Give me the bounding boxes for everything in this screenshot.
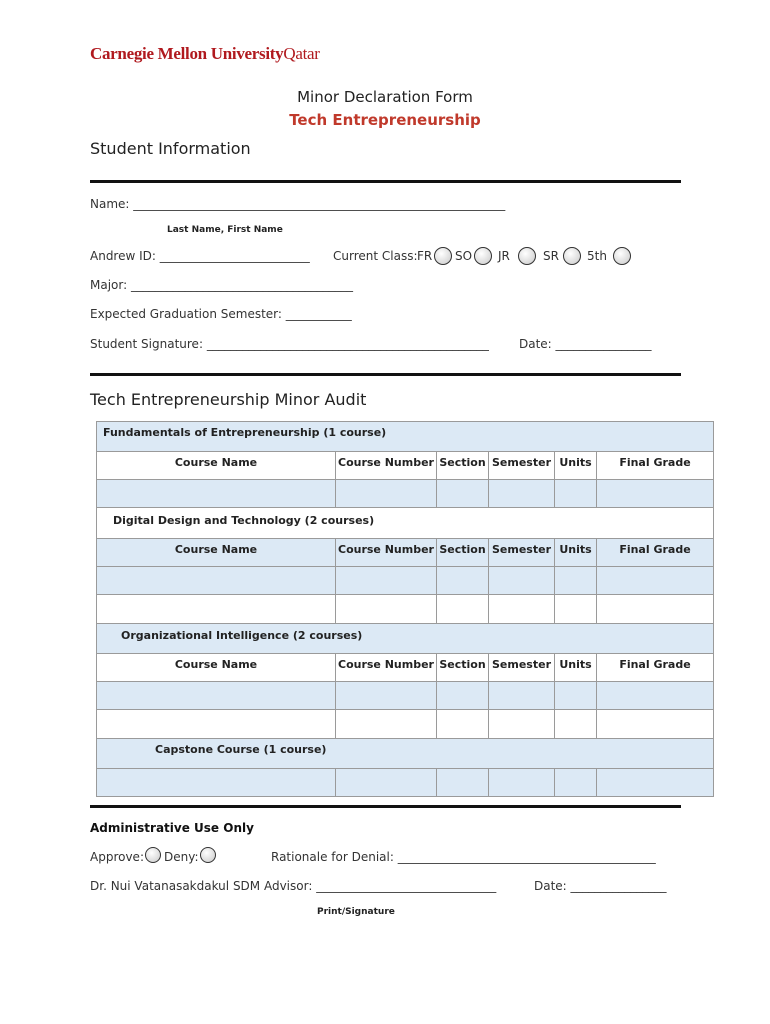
input-cell[interactable] (596, 768, 714, 797)
andrew-id-label: Andrew ID: (90, 249, 160, 263)
signature-row (90, 337, 489, 351)
input-cell[interactable] (554, 768, 597, 797)
name-row (90, 197, 505, 211)
input-cell[interactable] (335, 709, 437, 739)
col-final-grade: Final Grade (596, 653, 714, 682)
input-cell[interactable] (596, 709, 714, 739)
input-cell[interactable] (554, 479, 597, 508)
input-cell[interactable] (554, 681, 597, 710)
student-date-row (519, 337, 652, 351)
name-field[interactable]: ______________________________________________________________ (133, 197, 506, 211)
input-cell[interactable] (96, 681, 336, 710)
col-section: Section (436, 653, 489, 682)
col-course-number: Course Number (335, 653, 437, 682)
input-cell[interactable] (335, 681, 437, 710)
admin-heading: Administrative Use Only (90, 821, 254, 835)
class-option-5th-radio[interactable] (613, 247, 631, 265)
col-semester: Semester (488, 451, 555, 480)
admin-date-row (534, 879, 667, 893)
admin-date-label: Date: (534, 879, 571, 893)
input-cell[interactable] (96, 566, 336, 595)
andrew-id-field[interactable]: _________________________ (159, 249, 310, 263)
section-divider (90, 805, 681, 808)
university-logo (90, 44, 320, 64)
logo-text: Carnegie Mellon University (90, 44, 284, 63)
current-class-label: Current Class: (333, 249, 418, 263)
input-cell[interactable] (554, 709, 597, 739)
col-units: Units (554, 653, 597, 682)
logo-suffix: Qatar (283, 44, 320, 63)
input-cell[interactable] (436, 479, 489, 508)
input-cell[interactable] (596, 479, 714, 508)
input-cell[interactable] (488, 479, 555, 508)
input-cell[interactable] (335, 768, 437, 797)
input-cell[interactable] (554, 594, 597, 624)
student-date-label: Date: (519, 337, 556, 351)
rationale-row (271, 850, 656, 864)
col-course-name: Course Name (96, 538, 336, 567)
input-cell[interactable] (96, 594, 336, 624)
name-label: Name: (90, 197, 134, 211)
input-cell[interactable] (488, 768, 555, 797)
input-cell[interactable] (335, 479, 437, 508)
col-course-name: Course Name (96, 451, 336, 480)
col-units: Units (554, 451, 597, 480)
class-option-sr-label: SR (543, 249, 559, 263)
class-option-jr-label: JR (498, 249, 510, 263)
col-section: Section (436, 451, 489, 480)
major-label: Major: (90, 278, 131, 292)
section-divider (90, 373, 681, 376)
graduation-label: Expected Graduation Semester: (90, 307, 286, 321)
input-cell[interactable] (596, 566, 714, 595)
major-row (90, 278, 353, 292)
col-course-number: Course Number (335, 538, 437, 567)
input-cell[interactable] (436, 709, 489, 739)
input-cell[interactable] (436, 681, 489, 710)
col-final-grade: Final Grade (596, 538, 714, 567)
form-subtitle: Tech Entrepreneurship (289, 111, 481, 129)
student-info-heading: Student Information (90, 139, 251, 158)
graduation-field[interactable]: ___________ (285, 307, 352, 321)
input-cell[interactable] (96, 709, 336, 739)
rationale-field[interactable]: ___________________________________________ (397, 850, 656, 864)
input-cell[interactable] (596, 681, 714, 710)
input-cell[interactable] (436, 594, 489, 624)
advisor-label: Dr. Nui Vatanasakdakul SDM Advisor: (90, 879, 317, 893)
andrew-id-row (90, 249, 310, 263)
deny-label: Deny: (164, 850, 199, 864)
input-cell[interactable] (96, 479, 336, 508)
input-cell[interactable] (488, 594, 555, 624)
student-date-field[interactable]: ________________ (555, 337, 652, 351)
admin-date-field[interactable]: ________________ (570, 879, 667, 893)
deny-radio[interactable] (200, 847, 216, 863)
class-option-5th-label: 5th (587, 249, 607, 263)
col-course-name: Course Name (96, 653, 336, 682)
input-cell[interactable] (488, 681, 555, 710)
col-semester: Semester (488, 653, 555, 682)
input-cell[interactable] (436, 566, 489, 595)
form-title: Minor Declaration Form (297, 88, 473, 106)
class-option-sr-radio[interactable] (563, 247, 581, 265)
group-fundamentals: Fundamentals of Entrepreneurship (1 course) (96, 421, 714, 452)
section-divider (90, 180, 681, 183)
input-cell[interactable] (488, 709, 555, 739)
approve-radio[interactable] (145, 847, 161, 863)
print-signature-hint: Print/Signature (317, 907, 395, 917)
class-option-so-label: SO (455, 249, 473, 263)
input-cell[interactable] (596, 594, 714, 624)
input-cell[interactable] (488, 566, 555, 595)
signature-label: Student Signature: (90, 337, 207, 351)
class-option-jr-radio[interactable] (518, 247, 536, 265)
advisor-field[interactable]: ______________________________ (316, 879, 497, 893)
major-field[interactable]: _____________________________________ (130, 278, 353, 292)
col-course-number: Course Number (335, 451, 437, 480)
group-digital-design: Digital Design and Technology (2 courses) (96, 507, 714, 539)
col-section: Section (436, 538, 489, 567)
graduation-row (90, 307, 352, 321)
advisor-row (90, 879, 496, 893)
group-organizational-intelligence: Organizational Intelligence (2 courses) (96, 623, 714, 654)
input-cell[interactable] (335, 594, 437, 624)
input-cell[interactable] (96, 768, 336, 797)
rationale-label: Rationale for Denial: (271, 850, 398, 864)
col-semester: Semester (488, 538, 555, 567)
class-option-fr-radio[interactable] (434, 247, 452, 265)
input-cell[interactable] (436, 768, 489, 797)
name-hint: Last Name, First Name (167, 225, 283, 235)
group-capstone: Capstone Course (1 course) (96, 738, 714, 769)
input-cell[interactable] (335, 566, 437, 595)
approve-label: Approve: (90, 850, 144, 864)
audit-heading: Tech Entrepreneurship Minor Audit (90, 390, 367, 409)
col-units: Units (554, 538, 597, 567)
class-option-fr-label: FR (417, 249, 433, 263)
signature-field[interactable]: _______________________________________________ (206, 337, 489, 351)
col-final-grade: Final Grade (596, 451, 714, 480)
input-cell[interactable] (554, 566, 597, 595)
class-option-so-radio[interactable] (474, 247, 492, 265)
